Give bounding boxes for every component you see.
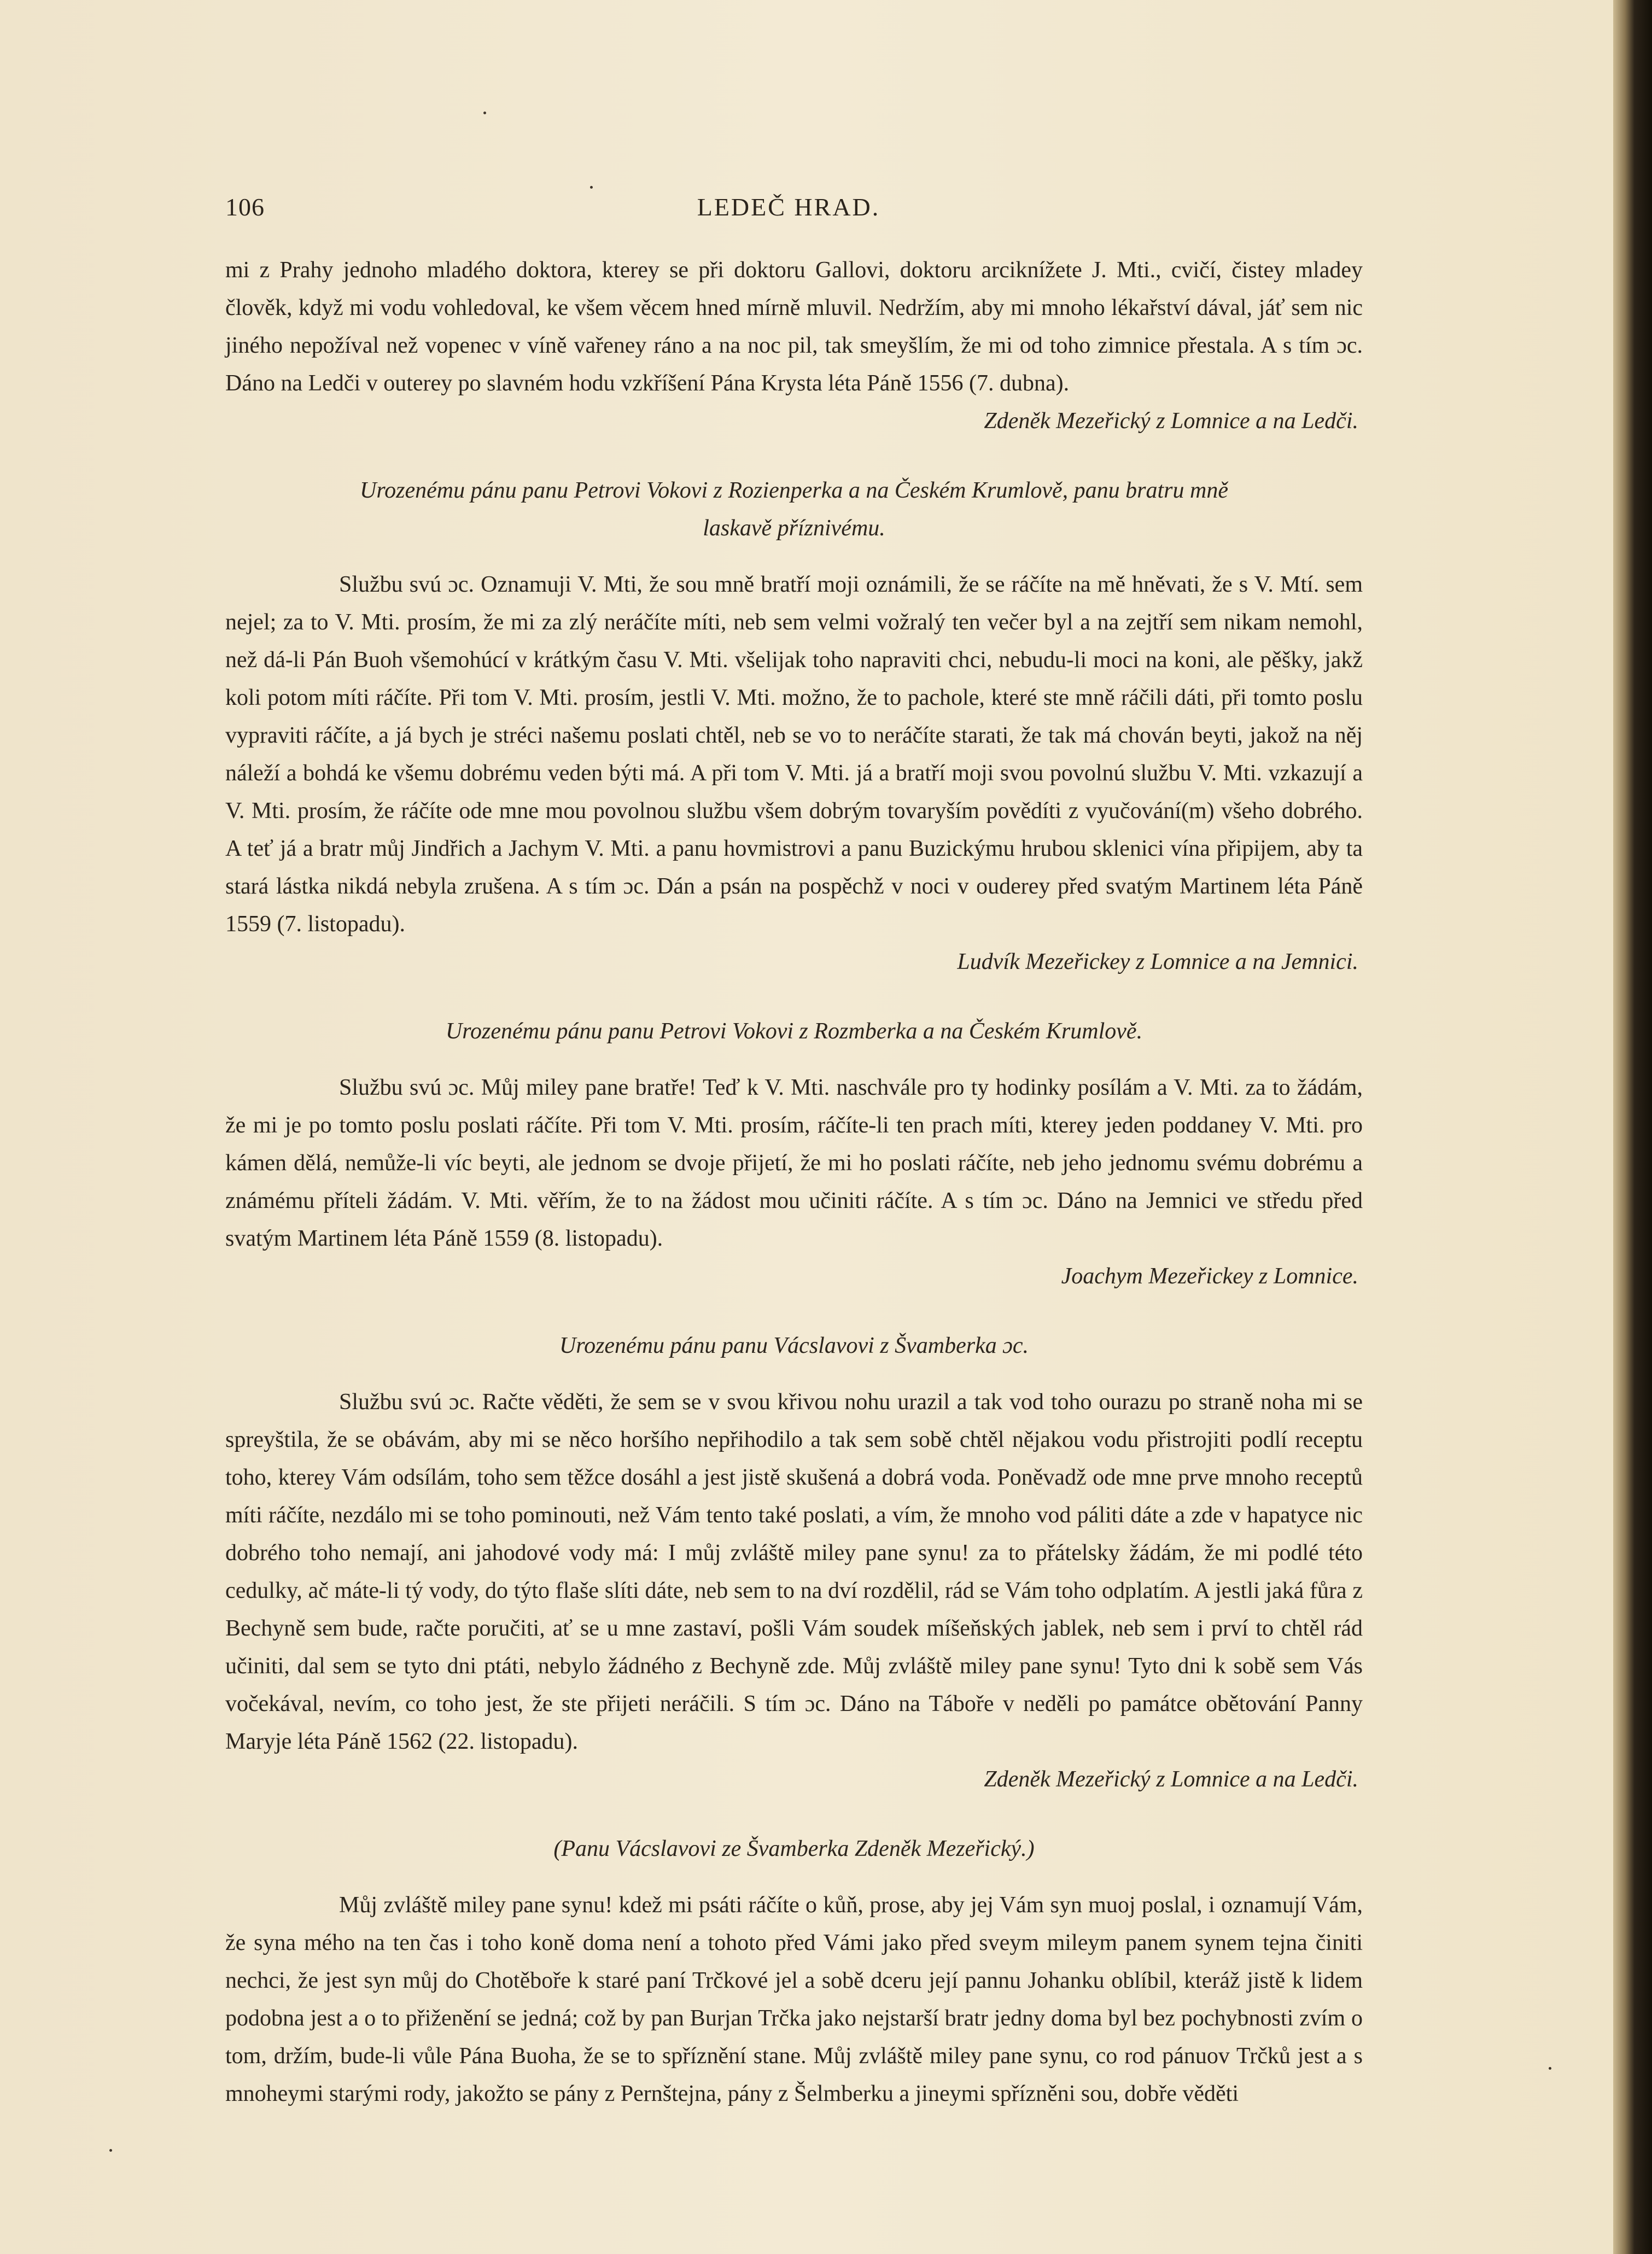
paper-speck	[483, 112, 486, 114]
letter-address: (Panu Vácslavovi ze Švamberka Zdeněk Mezeřický.)	[553, 1836, 1035, 1861]
letter-paragraph: Službu svú ɔc. Oznamuji V. Mti, že sou mně bratří moji oznámili, že se ráčíte na mě hněvati, že s V. Mtí. sem nejel; za to V. Mti. prosím, že mi za zlý neráčíte míti, neb sem velmi vožralý ten večer byl a na zejtří sem nikam nemohl, než dá-li Pán Buoh všemohúcí v krátkým času V. Mti. všelijak toho napraviti chci, nebudu-li moci na koni, ale pěšky, jakž koli potom míti ráčíte. Při tom V. Mti. prosím, jestli V. Mti. možno, že to pachole, které ste mně ráčili dáti, při tomto poslu vypraviti ráčíte, a já bych je stréci našemu poslati chtěl, neb se vo to neráčíte starati, že tak má chován beyti, jakož na něj náleží a bohdá ke všemu dobrému veden býti má. A při tom V. Mti. já a bratří moji svou povolnú službu V. Mti. vzkazují a V. Mti. prosím, že ráčíte ode mne mou povolnou službu všem dobrým tovaryším povědíti z vyučování(m) všeho dobrého. A teť já a bratr můj Jindřich a Jachym V. Mti. a panu hovmistrovi a panu Buzickýmu hrubou sklenici vína připijem, aby ta stará lástka nikdá nebyla zrušena. A s tím ɔc. Dán a psán na pospěchž v noci v ouderey před svatým Martinem léta Páně 1559 (7. listopadu).	[225, 572, 1363, 937]
running-title: LEDEČ HRAD.	[697, 193, 880, 221]
letter-paragraph: Můj zvláště miley pane synu! kdež mi psáti ráčíte o kůň, prose, aby jej Vám syn muoj poslal, i oznamují Vám, že syna mého na ten čas i toho koně doma není a tohoto před Vámi jako před sveym mileym panem synem tejna činiti nechci, že jest syn můj do Chotěboře k staré paní Trčkové jel a sobě dceru její pannu Johanku oblíbil, kteráž jistě k lidem podobna jest a o to přiženění se jedná; což by pan Burjan Trčka jako nejstarší bratr jedny doma byl bez pochybnosti zvím o tom, držím, bude-li vůle Pána Buoha, že se to spříznění stane. Můj zvláště miley pane synu, co rod pánuov Trčků jest a s mnoheymi starými rody, jakožto se pány z Pernštejna, pány z Šelmberku a jineymi spřízněni sou, dobře věděti	[225, 1893, 1363, 2106]
page-header	[225, 192, 1352, 225]
page-number: 106	[225, 193, 265, 221]
book-binding-edge	[1613, 0, 1652, 2254]
letter-paragraph: Službu svú ɔc. Můj miley pane bratře! Teď k V. Mti. naschvále pro ty hodinky posílám a V. Mti. za to žádám, že mi je po tomto poslu poslati ráčíte. Při tom V. Mti. prosím, ráčíte-li ten prach míti, kterey jeden poddaney V. Mti. pro kámen dělá, nemůže-li víc beyti, ale jednom se dvoje přijetí, že mi ho poslati ráčíte, neb jeho jednomu svému dobrému a známému příteli žádám. V. Mti. věřím, že to na žádost mou učiniti ráčíte. A s tím ɔc. Dáno na Jemnici ve středu před svatým Martinem léta Páně 1559 (8. listopadu).	[225, 1075, 1363, 1251]
letter-address: Urozenému pánu panu Vácslavovi z Švamberka ɔc.	[559, 1333, 1029, 1358]
letter-signature: Zdeněk Mezeřický z Lomnice a na Ledči.	[984, 1767, 1358, 1792]
letter-paragraph: mi z Prahy jednoho mladého doktora, kterey se při doktoru Gallovi, doktoru arciknížete J. Mti., cvičí, čistey mladey člověk, když mi vodu vohledoval, ke všem věcem hned mírně mluvil. Nedržím, aby mi mnoho lékařství dával, jáť sem nic jiného nepožíval než vopenec v víně vařeney ráno a na noc pil, tak smeyšlím, že mi od toho zimnice přestala. A s tím ɔc. Dáno na Ledči v outerey po slavném hodu vzkříšení Pána Krysta léta Páně 1556 (7. dubna).	[225, 258, 1363, 396]
letter-paragraph: Službu svú ɔc. Račte věděti, že sem se v svou křivou nohu urazil a tak vod toho ourazu po straně noha mi se spreyštila, že se obávám, aby mi se něco horšího nepřihodilo a tak sem sobě chtěl nějakou vodu přistrojiti podlí receptu toho, kterey Vám odsílám, toho sem těžce dosáhl a jest jistě skušená a dobrá voda. Poněvadž ode mne prve mnoho receptů míti ráčíte, nezdálo mi se toho pominouti, než Vám tento také poslati, a vím, že mnoho vod páliti dáte a zde v hapatyce nic dobrého toho nemají, ani jahodové vody má: I můj zvláště miley pane synu! za to přátelsky žádám, že mi podlé této cedulky, ač máte-li tý vody, do týto flaše slíti dáte, neb sem to na dví rozdělil, rád se Vám toho odplatím. A jestli jaká fůra z Bechyně sem bude, račte poručiti, ať se u mne zastaví, pošli Vám soudek míšeňských jablek, neb sem i prví to chtěl rád učiniti, dal sem se tyto dni ptáti, nebylo žádného z Bechyně zde. Můj zvláště miley pane synu! Tyto dni k sobě sem Vás vočekával, nevím, co toho jest, že ste přijeti neráčili. S tím ɔc. Dáno na Táboře v neděli po památce obětování Panny Maryje léta Páně 1562 (22. listopadu).	[225, 1389, 1363, 1754]
paper-speck	[1549, 2067, 1551, 2070]
letter-signature: Joachym Mezeřickey z Lomnice.	[1061, 1264, 1358, 1289]
page-body	[225, 252, 1363, 2113]
paper-speck	[590, 186, 593, 189]
letter-address: Urozenému pánu panu Petrovi Vokovi z Rozienperka a na Českém Krumlově, panu bratru mně laskavě příznivému.	[360, 478, 1228, 541]
paper-speck	[109, 2149, 112, 2152]
letter-address: Urozenému pánu panu Petrovi Vokovi z Rozmberka a na Českém Krumlově.	[445, 1019, 1143, 1044]
letter-signature: Ludvík Mezeřickey z Lomnice a na Jemnici.	[957, 949, 1358, 974]
letter-signature: Zdeněk Mezeřický z Lomnice a na Ledči.	[984, 408, 1358, 434]
